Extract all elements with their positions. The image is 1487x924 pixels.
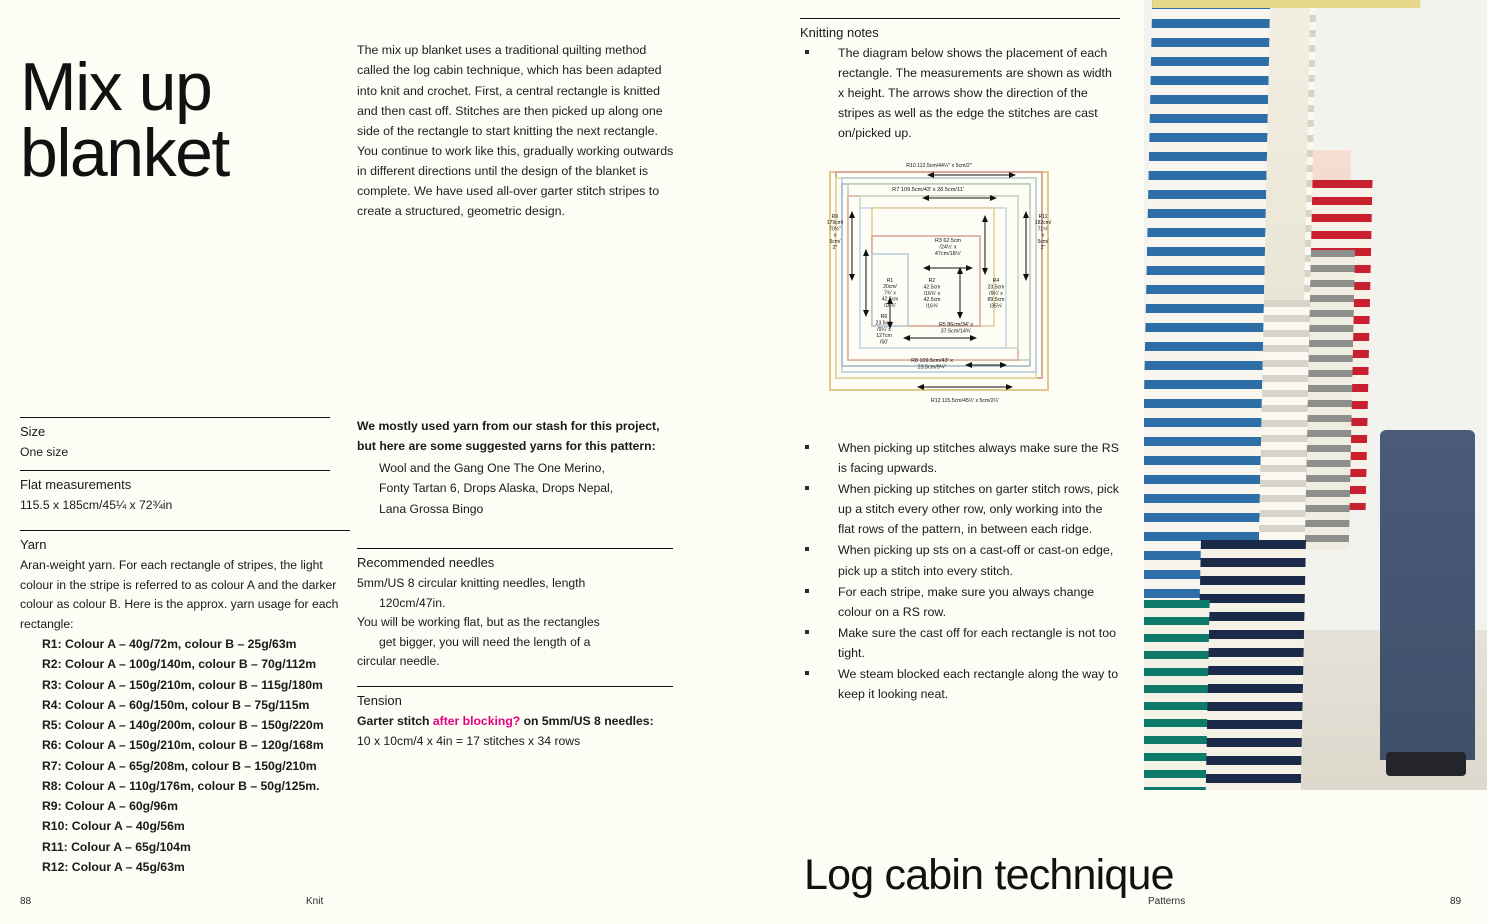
- knitting-note: When picking up stitches on garter stitch rows, pick up a stitch every other row, only working into the flat rows of the pattern, in between each ridge.: [800, 479, 1122, 539]
- label-r3-line: R3 62.5cm: [934, 238, 962, 244]
- label-r11-line: 182cm/: [1034, 220, 1052, 227]
- yarn-usage-item: R5: Colour A – 140g/200m, colour B – 150g/220m: [42, 718, 324, 733]
- label-r4-line: 89.5cm: [987, 297, 1005, 304]
- spec-needles: [357, 548, 673, 672]
- stash-body: We mostly used yarn from our stash for this project, but here are some suggested yarns for this pattern:: [357, 419, 660, 453]
- flat-heading: Flat measurements: [20, 477, 132, 492]
- needles-line-2-cont: get bigger, you will need the length of a: [379, 634, 591, 649]
- label-r12: R12 115.5cm/45½' x 5cm/2¼': [931, 398, 999, 404]
- yarn-body: Aran-weight yarn. For each rectangle of stripes, the light colour in the stripe is referred to as colour A and the darker colour as colour B. Here is the approx. yarn usage for each rectangle:: [20, 558, 339, 631]
- size-heading: Size: [20, 424, 46, 439]
- blanket-edge-yellow: [1152, 0, 1420, 8]
- label-r9-line: 5cm/: [829, 238, 841, 245]
- title-line-2: blanket: [20, 115, 229, 192]
- label-r1-line: 42.5cm: [881, 296, 899, 303]
- label-r11-line: 2'': [1040, 245, 1046, 251]
- left-page-number: 88: [20, 896, 32, 907]
- label-r9-line: 179cm/: [826, 220, 844, 227]
- photo-blanket: [1144, 0, 1420, 790]
- spec-size: [20, 417, 330, 463]
- label-r4-line: 23.5cm: [987, 284, 1005, 291]
- yarn-usage-item: R6: Colour A – 150g/210m, colour B – 120g/168m: [42, 738, 324, 753]
- knitting-note: When picking up stitches always make sure the RS is facing upwards.: [800, 438, 1122, 478]
- label-r6-line: /50': [879, 339, 889, 346]
- knitting-notes-top-list: [800, 43, 1120, 143]
- yarn-usage-item: R7: Colour A – 65g/208m, colour B – 150g/210m: [42, 758, 317, 773]
- knitting-note: For each stripe, make sure you always change colour on a RS row.: [800, 582, 1122, 622]
- label-r6-line: /9¼' x: [877, 326, 891, 333]
- label-r2-line: /16¾' x: [923, 290, 941, 297]
- knitting-note: The diagram below shows the placement of each rectangle. The measurements are shown as width x height. The arrows show the direction of the stripes as well as the edge the stitches are cast on/picked up.: [800, 43, 1120, 143]
- blanket-photograph: [1144, 0, 1487, 790]
- yarn-usage-item: R8: Colour A – 110g/176m, colour B – 50g/125m.: [42, 778, 320, 793]
- yarn-usage-item: R4: Colour A – 60g/150m, colour B – 75g/115m: [42, 697, 310, 712]
- yarn-usage-item: R12: Colour A – 45g/63m: [42, 859, 185, 874]
- log-cabin-diagram: [800, 150, 1120, 415]
- right-page-number: 89: [1450, 896, 1462, 907]
- suggested-yarn-list: [357, 458, 673, 519]
- label-r1-line: 20cm/: [883, 284, 897, 291]
- label-r11-line: x: [1041, 232, 1045, 239]
- label-r11-line: R11: [1038, 214, 1048, 220]
- label-r4-line: R4: [992, 278, 1000, 284]
- size-value: One size: [20, 445, 69, 459]
- yarn-usage-item: R9: Colour A – 60g/96m: [42, 799, 178, 814]
- right-footer-label: Patterns: [1148, 896, 1186, 907]
- blanket-stripes-mid-grey: [1305, 250, 1355, 550]
- needles-heading: Recommended needles: [357, 555, 495, 570]
- divider: [20, 530, 350, 531]
- diagram-svg: [800, 150, 1120, 415]
- suggested-yarn-item: Lana Grossa Bingo: [379, 501, 484, 516]
- label-r2-line: 42.5cm: [923, 284, 941, 291]
- needles-line-1-cont: 120cm/47in.: [379, 595, 446, 610]
- label-r6-line: R6: [880, 314, 888, 320]
- label-r10: R10 112.5cm/44¼'' x 5cm/2'': [906, 163, 972, 169]
- yarn-usage-item: R10: Colour A – 40g/56m: [42, 819, 185, 834]
- label-r1-line: 7¾' x: [884, 290, 896, 297]
- intro-paragraph: The mix up blanket uses a traditional quilting method called the log cabin technique, which has been adapted into knit and crochet. First, a central rectangle is knitted and then cast off. Stitches are then picked up along one side of the rectangle to start knitting the next rectangle. You continue to work like this, gradually working outwards in different directions until the design of the blanket is complete. We have used all-over garter stitch stripes to create a structured, geometric design.: [357, 43, 674, 219]
- suggested-yarn-item: Wool and the Gang One The One Merino,: [379, 461, 605, 476]
- label-r11-line: 71½': [1037, 226, 1049, 233]
- blanket-stripes-navy: [1196, 540, 1306, 790]
- spec-flat-measurements: [20, 470, 330, 516]
- needles-line-3: circular needle.: [357, 654, 440, 669]
- label-r9-line: 2'': [832, 245, 838, 251]
- label-r1-line: R1: [886, 278, 894, 284]
- label-r3-line: 47cm/18½': [934, 251, 962, 258]
- label-r5-line: R5 86cm/34' x: [938, 322, 974, 328]
- label-r9-line: 70½'': [829, 226, 841, 233]
- section-title: Log cabin technique: [804, 850, 1174, 899]
- knitting-notes-lower: [800, 438, 1122, 705]
- needles-line-2: You will be working flat, but as the rectangles: [357, 615, 600, 630]
- label-r2-line: R2: [928, 278, 936, 284]
- tension-editorial-note: after blocking?: [432, 714, 521, 728]
- knitting-notes-block: [800, 18, 1120, 144]
- divider: [357, 548, 673, 549]
- label-r2-line: /16¾': [925, 303, 939, 310]
- label-r6-line: 23.5cm: [875, 320, 893, 327]
- yarn-usage-item: R1: Colour A – 40g/72m, colour B – 25g/63m: [42, 637, 297, 652]
- label-r8-line: R8 109.5cm/43' x: [911, 358, 953, 364]
- divider: [800, 18, 1120, 19]
- tension-value: 10 x 10cm/4 x 4in = 17 stitches x 34 rows: [357, 733, 581, 748]
- divider: [20, 470, 330, 471]
- yarn-heading: Yarn: [20, 537, 47, 552]
- knitting-notes-heading: Knitting notes: [800, 25, 879, 40]
- label-r4-line: /9¼' x: [989, 290, 1003, 297]
- tension-line: [357, 712, 673, 732]
- knitting-notes-bottom-list: [800, 438, 1122, 704]
- label-r7: R7 109.5cm/43' x 28.5cm/11': [892, 187, 964, 193]
- title-line-1: Mix up: [20, 48, 212, 125]
- divider: [357, 686, 673, 687]
- label-r9-line: x: [833, 232, 837, 239]
- label-r11-line: 5cm/: [1037, 238, 1049, 245]
- spec-tension: [357, 686, 673, 751]
- spec-suggested-yarns: [357, 417, 673, 519]
- label-r5: [939, 322, 974, 335]
- tension-heading: Tension: [357, 693, 402, 708]
- left-footer-label: Knit: [306, 896, 324, 907]
- label-r1-line: /16¾': [883, 302, 897, 309]
- tension-prefix: Garter stitch: [357, 714, 433, 728]
- page-title: [20, 48, 350, 192]
- yarn-usage-item: R11: Colour A – 65g/104m: [42, 839, 191, 854]
- page-footer: [0, 880, 1487, 924]
- label-r4-line: /35¼': [989, 303, 1003, 310]
- blanket-stripes-teal: [1144, 600, 1210, 790]
- needles-line-1: 5mm/US 8 circular knitting needles, length: [357, 576, 586, 590]
- blanket-panel-cream: [1264, 0, 1310, 300]
- tension-suffix: on 5mm/US 8 needles:: [520, 714, 654, 728]
- label-r9-line: R9: [831, 214, 839, 220]
- spec-yarn: [20, 530, 350, 877]
- knitting-note: When picking up sts on a cast-off or cast-on edge, pick up a stitch into every stitch.: [800, 540, 1122, 580]
- label-r3-line: /24½' x: [939, 244, 957, 251]
- label-r6-line: 127cm: [876, 333, 892, 340]
- yarn-usage-list: [20, 634, 350, 877]
- suggested-yarn-item: Fonty Tartan 6, Drops Alaska, Drops Nepal,: [379, 481, 614, 496]
- label-r8-line: 23.5cm/9¼'': [917, 364, 947, 371]
- label-r5-line: 37.5cm/14¾': [940, 328, 972, 335]
- divider: [20, 417, 330, 418]
- knitting-note: We steam blocked each rectangle along the way to keep it looking neat.: [800, 664, 1122, 704]
- label-r2-line: 42.5cm: [923, 297, 941, 304]
- yarn-usage-item: R2: Colour A – 100g/140m, colour B – 70g/112m: [42, 657, 317, 672]
- flat-value: 115.5 x 185cm/45¼ x 72¾in: [20, 498, 173, 512]
- knitting-note: Make sure the cast off for each rectangle is not too tight.: [800, 623, 1122, 663]
- yarn-usage-item: R3: Colour A – 150g/210m, colour B – 115g/180m: [42, 677, 323, 692]
